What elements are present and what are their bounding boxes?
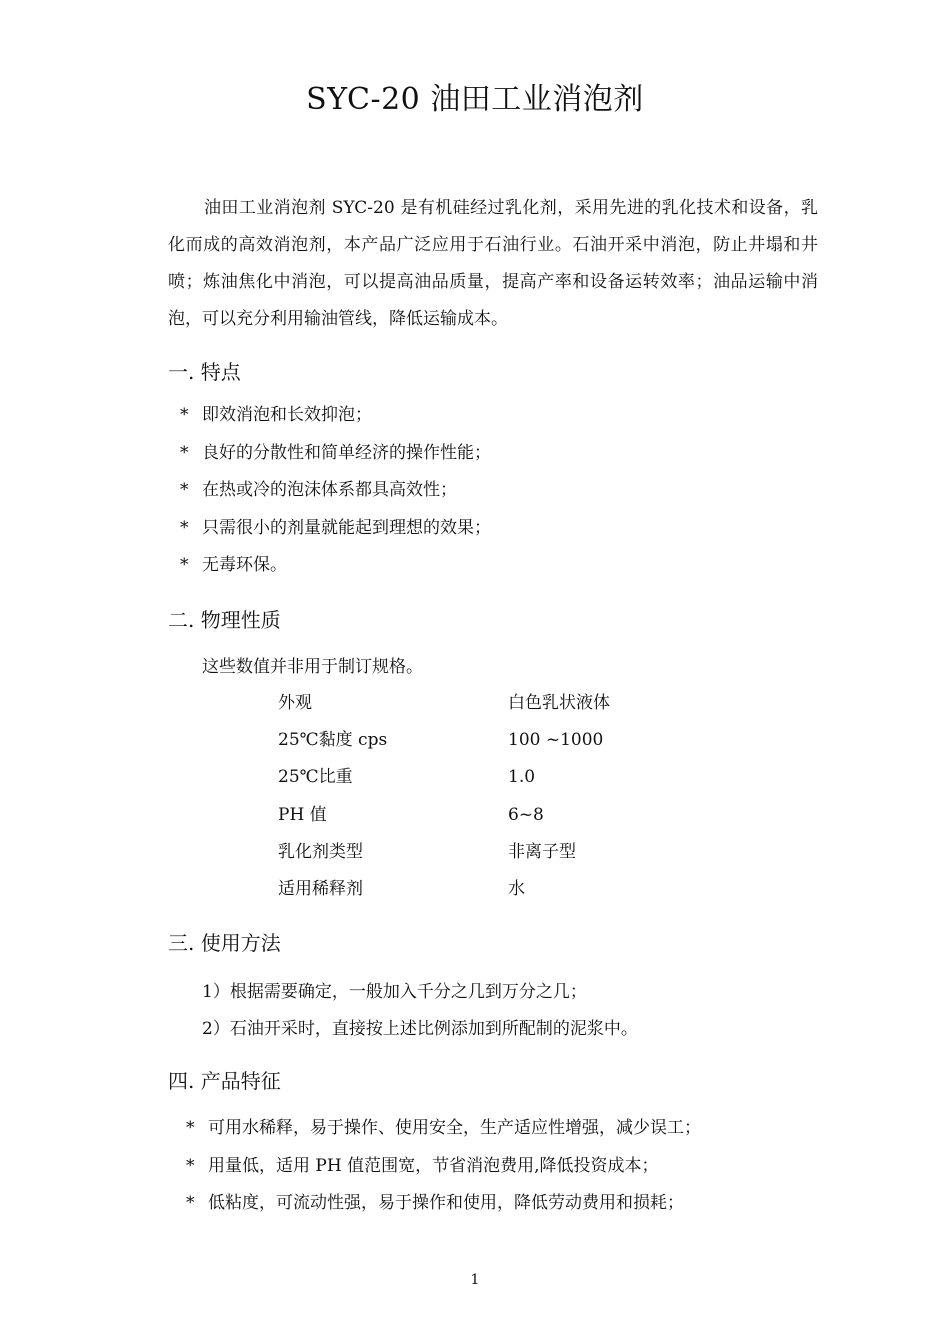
list-item-text: 在热或冷的泡沫体系都具高效性； [202, 480, 457, 500]
list-item-text: 良好的分散性和简单经济的操作性能； [202, 442, 491, 463]
list-item-text: 无毒环保。 [202, 555, 287, 575]
list-item-text: 用量低，适用 PH 值范围宽，节省消泡费用,降低投资成本； [208, 1155, 659, 1176]
document-title: SYC-20 油田工业消泡剂 [306, 82, 644, 117]
list-item [186, 1114, 701, 1152]
bullet-star: * [186, 1118, 195, 1138]
property-value: 非离子型 [508, 841, 576, 862]
list-item [180, 401, 491, 439]
list-item [186, 1189, 701, 1227]
properties-table [278, 689, 610, 912]
property-value: 6~8 [508, 804, 544, 825]
bullet-star: * [186, 1193, 195, 1213]
bullet-star: * [180, 442, 189, 463]
property-row [278, 838, 610, 875]
page-number: 1 [470, 1272, 480, 1288]
section-heading-usage: 三. 使用方法 [168, 931, 281, 955]
property-name: 乳化剂类型 [278, 841, 363, 862]
property-value: 1.0 [508, 767, 536, 788]
list-item-text: 低粘度，可流动性强，易于操作和使用，降低劳动费用和损耗； [208, 1193, 684, 1213]
bullet-star: * [180, 405, 189, 425]
section-heading-features: 一. 特点 [168, 360, 241, 384]
intro-paragraph: 油田工业消泡剂 SYC-20 是有机硅经过乳化剂，采用先进的乳化技术和设备，乳化而成的高效消泡剂，本产品广泛应用于石油行业。石油开采中消泡，防止井塌和井喷；炼油焦化中消泡，可以提高油品质量，提高产率和设备运转效率；油品运输中消泡，可以充分利用输油管线，降低运输成本。 [168, 198, 818, 329]
property-row [278, 801, 610, 838]
list-item [180, 551, 491, 589]
list-item-text: 即效消泡和长效抑泡； [202, 405, 372, 425]
usage-steps [202, 978, 638, 1052]
property-name: PH 值 [278, 804, 327, 825]
property-value: 白色乳状液体 [508, 693, 610, 713]
list-item [186, 1152, 701, 1190]
list-item [180, 439, 491, 477]
property-name: 25℃黏度 cps [278, 730, 388, 751]
usage-step: 2）石油开采时，直接按上述比例添加到所配制的泥浆中。 [202, 1019, 638, 1039]
list-item-text: 只需很小的剂量就能起到理想的效果； [202, 517, 491, 538]
features-list [180, 401, 491, 589]
bullet-star: * [186, 1155, 195, 1176]
product-features-list [186, 1114, 701, 1227]
properties-note: 这些数值并非用于制订规格。 [202, 657, 423, 677]
property-name: 适用稀释剂 [278, 878, 363, 899]
list-item-text: 可用水稀释，易于操作、使用安全，生产适应性增强，减少误工； [208, 1118, 701, 1138]
bullet-star: * [180, 555, 189, 575]
property-name: 外观 [278, 693, 312, 713]
property-row [278, 875, 610, 912]
section-heading-physical-properties: 二. 物理性质 [168, 608, 281, 632]
bullet-star: * [180, 517, 189, 538]
usage-step: 1）根据需要确定，一般加入千分之几到万分之几； [202, 982, 587, 1002]
property-value: 100 ~1000 [508, 730, 604, 751]
property-row [278, 726, 610, 763]
property-value: 水 [508, 878, 525, 899]
property-row [278, 689, 610, 726]
list-item [180, 476, 491, 514]
intro-section [168, 190, 818, 338]
property-name: 25℃比重 [278, 767, 353, 788]
property-row [278, 763, 610, 800]
list-item [180, 514, 491, 552]
bullet-star: * [180, 480, 189, 500]
section-heading-product-features: 四. 产品特征 [168, 1069, 281, 1093]
